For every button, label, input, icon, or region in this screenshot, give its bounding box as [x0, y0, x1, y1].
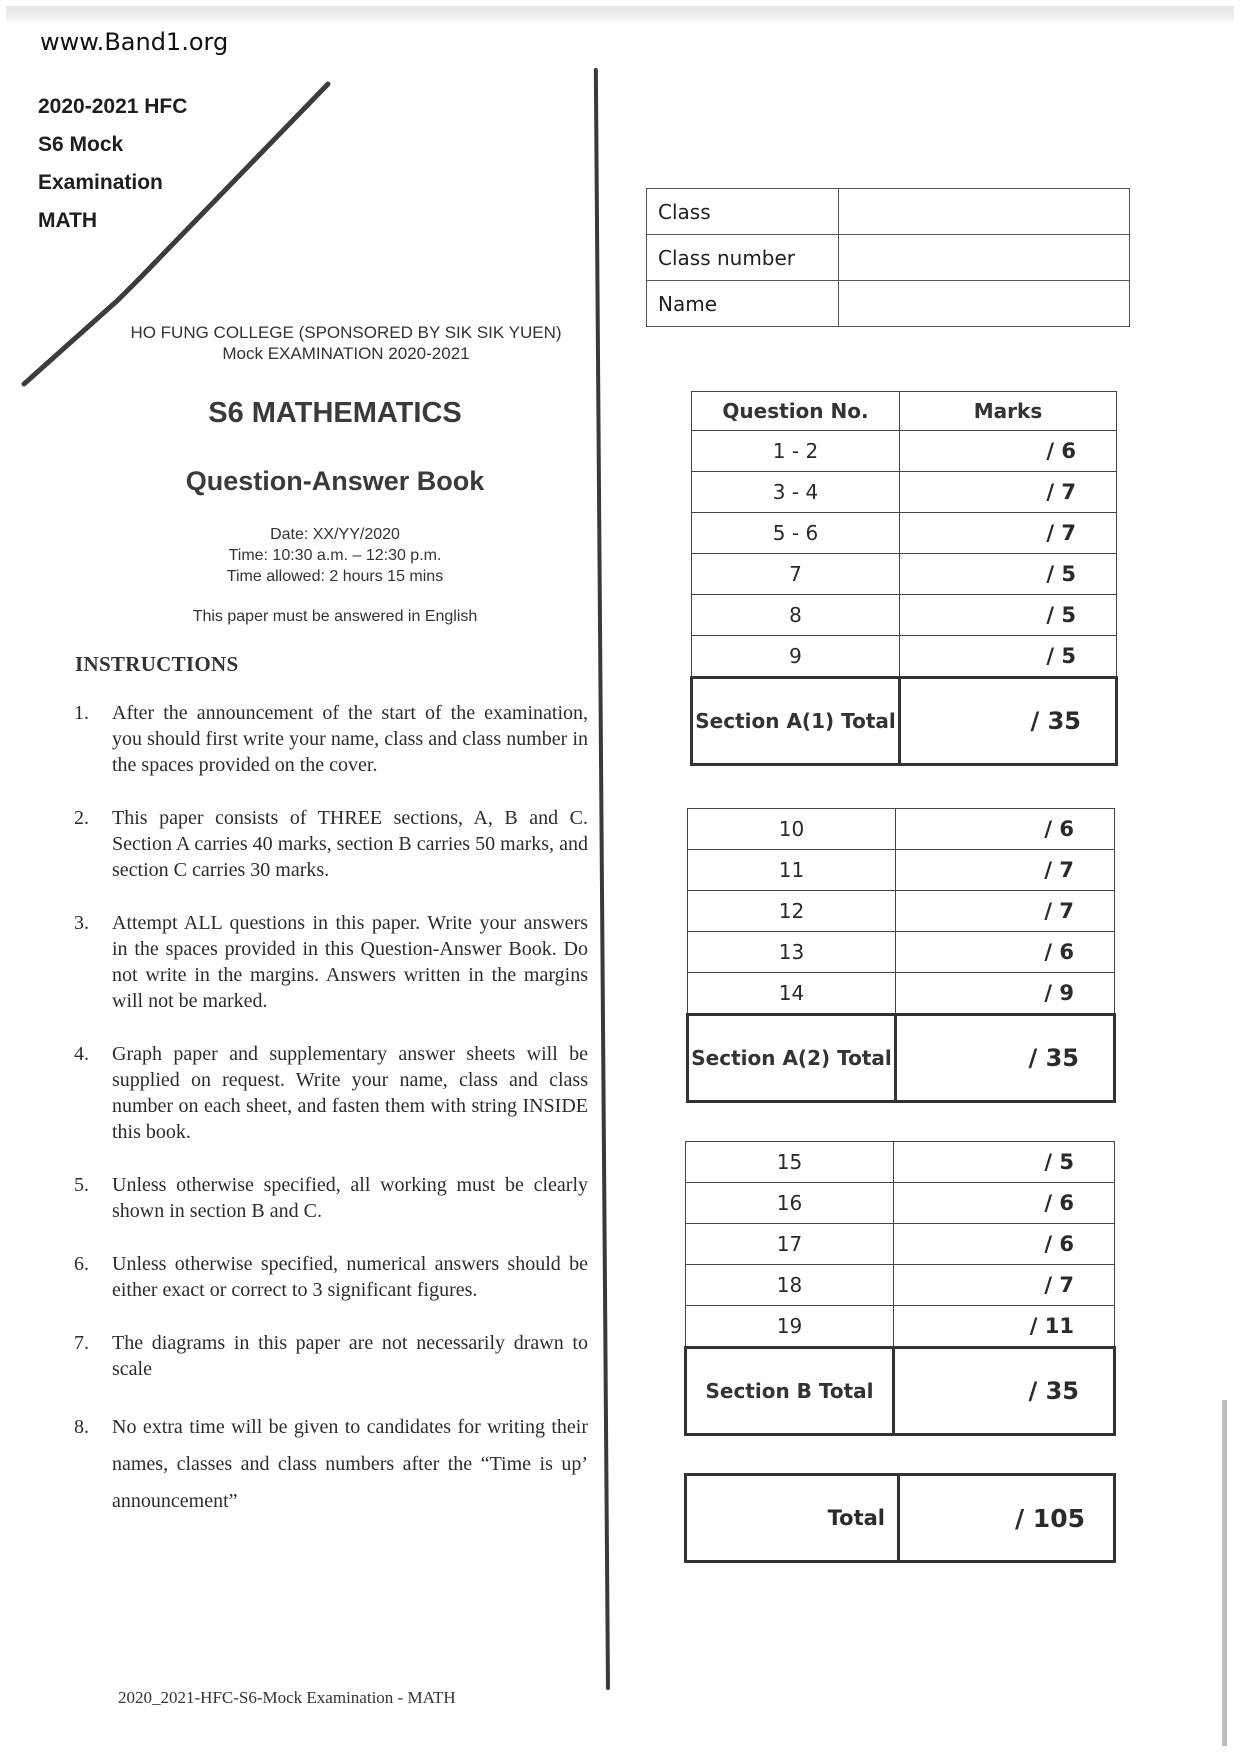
corner-title-line: 2020-2021 HFC [38, 95, 188, 118]
question-no: 8 [692, 595, 900, 636]
marks-cell[interactable]: / 5 [900, 595, 1117, 636]
question-no: 10 [688, 809, 896, 850]
info-row-name [647, 281, 1130, 327]
marks-table-section-a1 [690, 391, 1118, 766]
question-no: 3 - 4 [692, 472, 900, 513]
corner-title-line: S6 Mock [38, 133, 124, 156]
info-label: Class [647, 189, 839, 235]
instruction-text: Attempt ALL questions in this paper. Write your answers in the spaces provided in this Question-Answer Book. Do not write in the margins. Answers written in the margins will not be marked. [112, 912, 588, 1012]
section-total-label: Section B Total [686, 1348, 894, 1435]
table-row [688, 809, 1115, 850]
question-no: 7 [692, 554, 900, 595]
section-total-row [688, 1015, 1115, 1102]
book-title: Question-Answer Book [185, 466, 485, 496]
section-total-row [692, 678, 1117, 765]
table-row [686, 1183, 1115, 1224]
instruction-text: This paper consists of THREE sections, A, B and C. Section A carries 40 marks, section B carries 50 marks, and section C carries 30 marks. [112, 807, 588, 881]
instruction-text: Graph paper and supplementary answer sheets will be supplied on request. Write your name, class and class number on each sheet, and fasten them with string INSIDE this book. [112, 1043, 588, 1143]
student-info-table [646, 188, 1130, 327]
vertical-divider [594, 68, 610, 1690]
marks-table-section-a2 [686, 808, 1116, 1103]
question-no: 11 [688, 850, 896, 891]
table-row [692, 636, 1117, 678]
instruction-item [68, 700, 588, 778]
scan-right-edge [1222, 1400, 1227, 1746]
language-note: This paper must be answered in English [192, 608, 478, 625]
instruction-item [68, 1041, 588, 1145]
watermark: www.Band1.org [40, 28, 229, 56]
exam-info [70, 524, 600, 587]
marks-cell[interactable]: / 6 [896, 932, 1115, 973]
section-total-label: Section A(2) Total [688, 1015, 896, 1102]
marks-cell[interactable]: / 6 [900, 431, 1117, 472]
header-marks: Marks [900, 392, 1117, 431]
marks-cell[interactable]: / 9 [896, 973, 1115, 1015]
instructions-heading: INSTRUCTIONS [75, 652, 239, 676]
grand-total-row [686, 1475, 1115, 1562]
subject-title: S6 MATHEMATICS [208, 397, 462, 429]
instruction-number: 2. [74, 807, 89, 829]
question-no: 18 [686, 1265, 894, 1306]
instruction-number: 6. [74, 1253, 89, 1275]
instruction-item [68, 1409, 588, 1520]
school-name [96, 322, 596, 364]
marks-table-section-b [684, 1141, 1116, 1436]
instruction-number: 8. [74, 1416, 89, 1438]
info-row-class-number [647, 235, 1130, 281]
instruction-number: 7. [74, 1332, 89, 1354]
table-row [686, 1142, 1115, 1183]
instruction-item [68, 1330, 588, 1382]
marks-cell[interactable]: / 7 [900, 472, 1117, 513]
question-no: 17 [686, 1224, 894, 1265]
instruction-number: 3. [74, 912, 89, 934]
marks-cell[interactable]: / 5 [894, 1142, 1115, 1183]
info-label: Class number [647, 235, 839, 281]
table-row [692, 513, 1117, 554]
question-no: 13 [688, 932, 896, 973]
table-row [692, 554, 1117, 595]
marks-cell[interactable]: / 6 [894, 1224, 1115, 1265]
instruction-item [68, 805, 588, 883]
instruction-text: No extra time will be given to candidates for writing their names, classes and class numbers after the “Time is up’ announcement” [112, 1416, 588, 1512]
instruction-item [68, 1172, 588, 1224]
section-total-marks[interactable]: / 35 [896, 1015, 1115, 1102]
instruction-number: 4. [74, 1043, 89, 1065]
table-row [686, 1306, 1115, 1348]
section-total-label: Section A(1) Total [692, 678, 900, 765]
marks-cell[interactable]: / 11 [894, 1306, 1115, 1348]
grand-total-table [684, 1473, 1116, 1563]
instruction-text: Unless otherwise specified, all working must be clearly shown in section B and C. [112, 1174, 588, 1222]
info-label: Name [647, 281, 839, 327]
grand-total-marks[interactable]: / 105 [899, 1475, 1115, 1562]
marks-header-row [692, 392, 1117, 431]
instruction-text: The diagrams in this paper are not necessarily drawn to scale [112, 1332, 588, 1380]
question-no: 14 [688, 973, 896, 1015]
question-no: 12 [688, 891, 896, 932]
table-row [688, 932, 1115, 973]
instructions-list [68, 700, 588, 1547]
table-row [688, 891, 1115, 932]
table-row [688, 850, 1115, 891]
instruction-item [68, 1251, 588, 1303]
marks-cell[interactable]: / 7 [896, 891, 1115, 932]
section-total-row [686, 1348, 1115, 1435]
marks-cell[interactable]: / 6 [894, 1183, 1115, 1224]
table-row [688, 973, 1115, 1015]
marks-cell[interactable]: / 7 [896, 850, 1115, 891]
corner-title-line: MATH [38, 209, 98, 232]
exam-time-allowed: Time allowed: 2 hours 15 mins [226, 568, 444, 585]
instruction-text: Unless otherwise specified, numerical answers should be either exact or correct to 3 significant figures. [112, 1253, 588, 1301]
question-no: 9 [692, 636, 900, 678]
section-total-marks[interactable]: / 35 [894, 1348, 1115, 1435]
class-number-field[interactable] [839, 235, 1130, 281]
marks-cell[interactable]: / 5 [900, 636, 1117, 678]
name-field[interactable] [839, 281, 1130, 327]
question-no: 1 - 2 [692, 431, 900, 472]
question-no: 5 - 6 [692, 513, 900, 554]
exam-time: Time: 10:30 a.m. – 12:30 p.m. [228, 547, 442, 564]
info-row-class [647, 189, 1130, 235]
school-line-1: HO FUNG COLLEGE (SPONSORED BY SIK SIK YUEN) [130, 323, 562, 342]
question-no: 16 [686, 1183, 894, 1224]
grand-total-label: Total [686, 1475, 899, 1562]
question-no: 19 [686, 1306, 894, 1348]
school-line-2: Mock EXAMINATION 2020-2021 [222, 344, 470, 363]
marks-cell[interactable]: / 7 [900, 513, 1117, 554]
page-footer: 2020_2021-HFC-S6-Mock Examination - MATH [118, 1688, 456, 1707]
instruction-text: After the announcement of the start of the examination, you should first write your name, class and class number in the spaces provided on the cover. [112, 702, 588, 776]
question-no: 15 [686, 1142, 894, 1183]
marks-cell[interactable]: / 5 [900, 554, 1117, 595]
table-row [692, 431, 1117, 472]
header-question-no: Question No. [692, 392, 900, 431]
instruction-number: 5. [74, 1174, 89, 1196]
section-total-marks[interactable]: / 35 [900, 678, 1117, 765]
table-row [686, 1224, 1115, 1265]
exam-date: Date: XX/YY/2020 [270, 526, 400, 543]
instruction-item [68, 910, 588, 1014]
marks-cell[interactable]: / 7 [894, 1265, 1115, 1306]
table-row [692, 595, 1117, 636]
instruction-number: 1. [74, 702, 89, 724]
table-row [692, 472, 1117, 513]
marks-cell[interactable]: / 6 [896, 809, 1115, 850]
corner-title-line: Examination [38, 171, 163, 194]
class-field[interactable] [839, 189, 1130, 235]
table-row [686, 1265, 1115, 1306]
